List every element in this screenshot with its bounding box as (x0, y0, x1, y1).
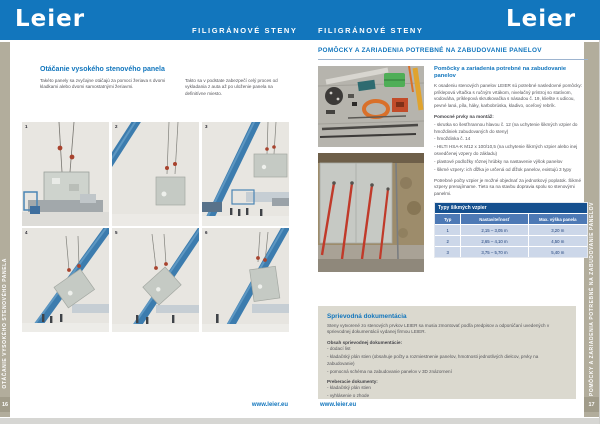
documentation-box (318, 306, 576, 399)
hammer (326, 110, 335, 114)
hoist-hook (70, 155, 75, 160)
crane-photo-6-graphic (202, 228, 289, 332)
table-cell: 3,75 – 5,70 m (461, 247, 527, 257)
website-link-left[interactable]: www.leier.eu (251, 402, 288, 408)
series-title-right: FILIGRÁNOVÉ STENY (318, 26, 424, 35)
grinder-disc (325, 87, 343, 105)
docs-contents-list (327, 346, 567, 375)
section-title-rule (318, 59, 588, 60)
left-page-title: Otáčanie vysokého stenového panela (40, 66, 165, 73)
photo-number: 2 (115, 124, 118, 129)
photo-tools (318, 66, 424, 147)
table-cell: 3,20 m (529, 225, 587, 235)
photo-number: 6 (205, 230, 208, 235)
header-bar (0, 0, 600, 40)
photo-number: 1 (25, 124, 28, 129)
table-caption: Typy šikmých vzpier (435, 203, 587, 213)
left-intro-col2: Takto sa v podstate zabezpečí celý proces od vykladania z auta až po uloženie panela na definitívne miesto. (185, 78, 278, 96)
photo-crane-3 (202, 122, 289, 226)
aside-note: Potrebné počty vzpier je možné objednať za jednotkový poplatok. Šikmé vzpery prenajímame. Tieto sa na stavbu dopravia spolu so stenovými panelmi. (434, 178, 582, 196)
braced-panel-photo-graphic (318, 153, 424, 272)
table-cell: 2,15 – 3,05 m (461, 225, 527, 235)
page-number-right: 17 (584, 397, 599, 412)
photo-crane-4 (22, 228, 109, 332)
photo-crane-1 (22, 122, 109, 226)
list-item: - dodací list (327, 346, 567, 352)
table-cell: 3 (435, 247, 460, 257)
docs-box-intro: Steny vytvorené zo stenových prvkov LEIER sa musia zmontovať podľa predpisov a odporúčaní uvedených v sprievodnej dokumentácii vydanej firmou LEIER. (327, 323, 550, 335)
list-item: - kladačský plán stien (obsahuje počty a rozmiestnenie panelov, hmotnosti jednotlivých dielcov, prvky na zabudovanie) (327, 354, 567, 367)
list-item: - hmoždinka č. 14 (434, 136, 588, 142)
table-header-row (435, 214, 587, 224)
photo-crane-5 (112, 228, 199, 332)
table-header: Nastaviteľnosť (461, 214, 527, 224)
aside-list (434, 122, 588, 173)
photo-crane-2 (112, 122, 199, 226)
wall-panel (254, 154, 287, 177)
right-section-title: POMÔCKY A ZARIADENIA POTREBNÉ NA ZABUDOVANIE PANELOV (318, 47, 542, 54)
leier-logo-left: Leier (15, 6, 86, 32)
series-title-left: FILIGRÁNOVÉ STENY (192, 26, 298, 35)
table-row (435, 236, 587, 246)
table-row (435, 225, 587, 235)
left-intro-col1: Takéto panely sa zvyčajne otáčajú za pomoci žeriava s dvomi kladkami alebo dvomi samostatnými žeriavmi. (40, 78, 166, 90)
website-link-right[interactable]: www.leier.eu (320, 402, 357, 408)
right-sidebar-vertical-label: POMÔCKY A ZARIADENIA POTREBNÉ NA ZABUDOVANIE PANELOV (588, 201, 595, 397)
photo-number: 4 (25, 230, 28, 235)
photo-braced-panel (318, 153, 424, 272)
left-sidebar-vertical-label: OTÁČANIE VYSOKÉHO STENOVÉHO PANELA (2, 257, 8, 389)
scan-edge-bottom (0, 418, 600, 424)
crane-photo-5-graphic (112, 228, 199, 332)
table-header: Typ (435, 214, 460, 224)
crane-photo-3-graphic (202, 122, 289, 226)
page-number-left: 16 (0, 397, 10, 412)
docs-box-title: Sprievodná dokumentácia (327, 313, 407, 320)
table-cell: 4,50 m (529, 236, 587, 246)
list-item: - skrutka so šesťhrannou hlavou č. 12 (na uchytenie šikmých vzpier do hmoždiniek zabudovaných do steny) (434, 122, 588, 135)
list-item: - HILTI HSA-K M12 x 100/10,5 (na uchytenie šikmých vzpier alebo inej osvedčenej vzpery do základu) (434, 144, 588, 157)
photo-crane-6 (202, 228, 289, 332)
table-cell: 5,40 m (529, 247, 587, 257)
hoist-hook (58, 146, 63, 151)
list-item: - vyhlásenie o zhode (327, 393, 567, 399)
aside-intro: K osadeniu stenových panelov LEIER sú potrebné nasledovné pomôcky: príklepová vŕtačka s ručným vrtákom, nivelačný prístroj so statívom, vodováha, príklepová skrutkovačka s násadou č. 19, kliešte s udicou, pevné laná, píla, háky, karbobrúska, kladivo, oceľový rebrík. (434, 83, 583, 108)
crane-photo-4-graphic (22, 228, 109, 332)
photo-number: 3 (205, 124, 208, 129)
aside-heading: Pomôcky a zariadenia potrebné na zabudovanie panelov (434, 66, 567, 80)
table-cell: 2 (435, 236, 460, 246)
wall-panel-tilted (250, 266, 280, 301)
aside-list-title: Pomocné prvky na montáž: (434, 114, 494, 120)
table-cell: 1 (435, 225, 460, 235)
photo-number: 5 (115, 230, 118, 235)
wall-panel (156, 177, 185, 205)
list-item: - pomocná schéma na zabudovanie panelov v 3D znázornení (327, 369, 567, 375)
table-header: Max. výška panela (529, 214, 587, 224)
list-item: - šikmé vzpery: ich dĺžka je určená od dĺžok panelov, existujú 3 typy (434, 167, 588, 173)
braces-table (434, 202, 588, 258)
docs-handover-title: Preberacie dokumenty: (327, 378, 378, 384)
docs-contents-title: Obsah sprievodnej dokumentácie: (327, 339, 403, 345)
list-item: - plastové podložky rôznej hrúbky na nastavenie výšok panelov (434, 159, 588, 165)
table-cell: 2,65 – 4,10 m (461, 236, 527, 246)
crane-photo-1-graphic (22, 122, 109, 226)
table-row (435, 247, 587, 257)
leier-logo-right: Leier (506, 6, 577, 32)
right-aside-column (434, 66, 588, 258)
crane-photo-2-graphic (112, 122, 199, 226)
tools-photo-graphic (318, 66, 424, 147)
docs-handover-list (327, 385, 567, 399)
list-item: - kladačský plán stien (327, 385, 567, 391)
